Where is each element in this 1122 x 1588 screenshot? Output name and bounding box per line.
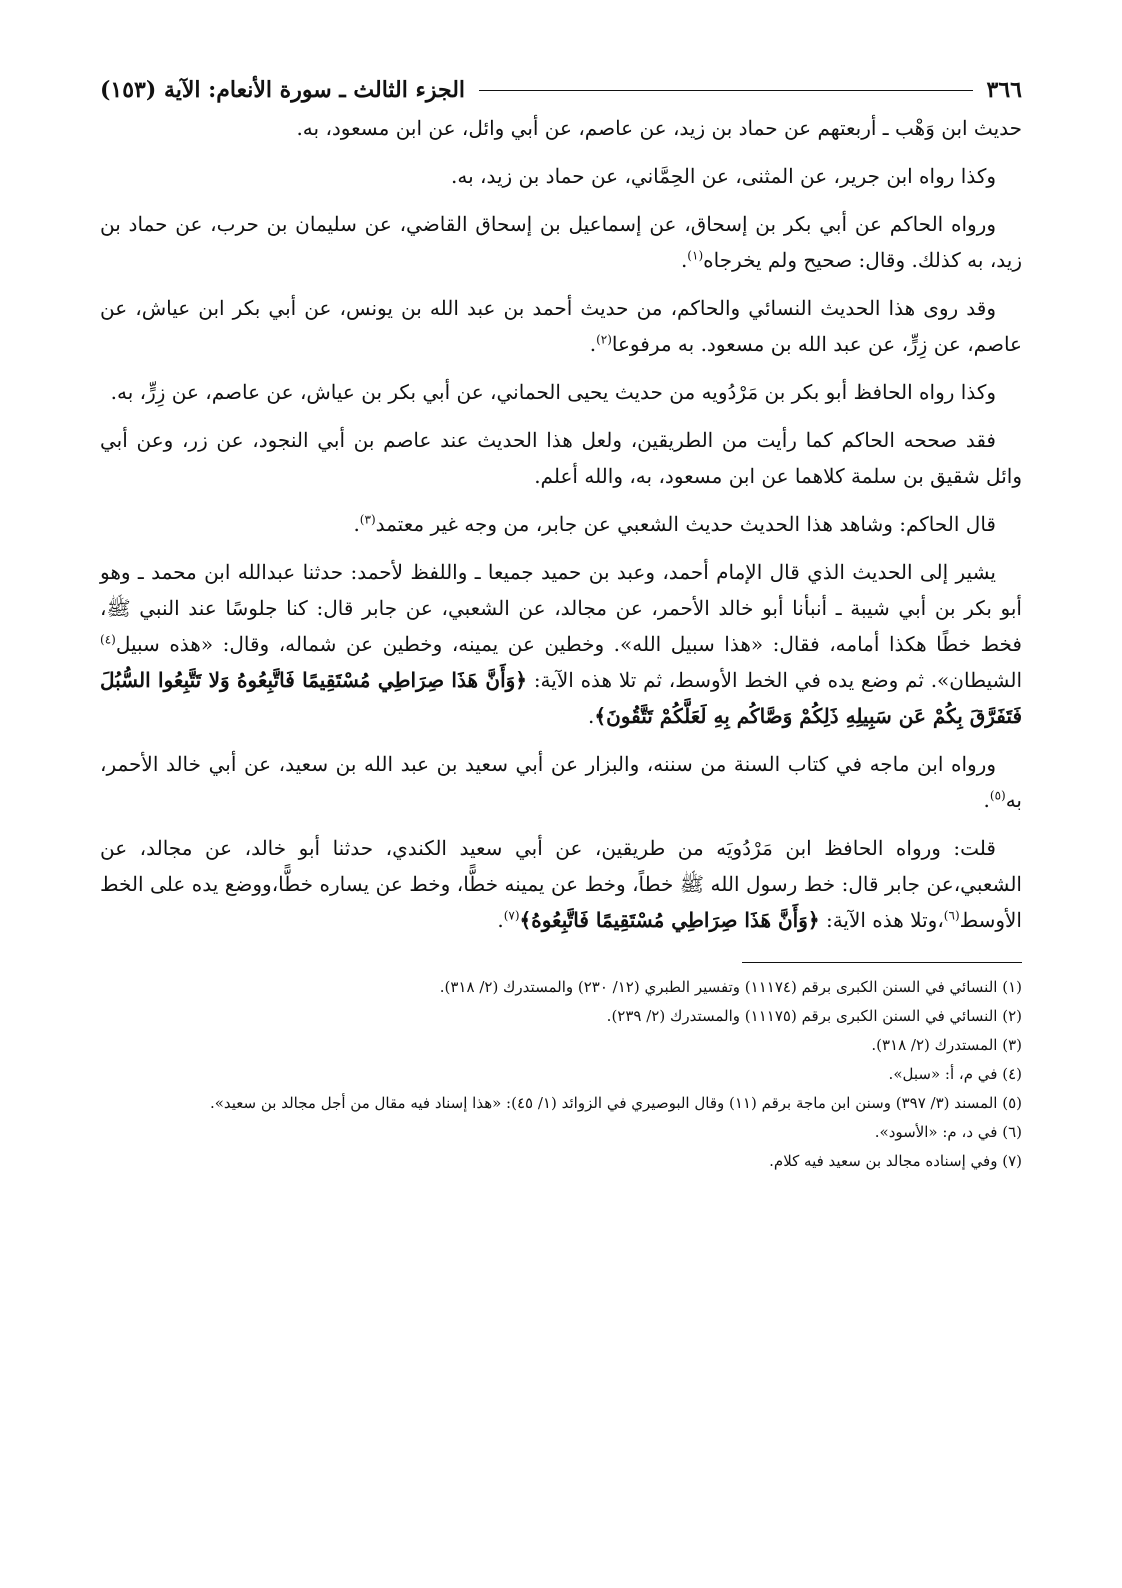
footnote-item: (٢) النسائي في السنن الكبرى برقم (١١١٧٥) والمستدرك (٢/ ٢٣٩). [606, 1007, 1022, 1025]
paragraph-text: قلت: ورواه الحافظ ابن مَرْدُويَه من طريقين، عن أبي سعيد الكندي، حدثنا أبو خالد، عن مجالد، عن الشعبي،عن جابر قال: خط رسول الله ﷺ خطاً، وخط عن يمينه خطًّا، وخط عن يساره خطًّا،ووضع يده على الخط الأوسط [100, 836, 1022, 932]
quran-verse: ﴿وَأَنَّ هَذَا صِرَاطِي مُسْتَقِيمًا فَاتَّبِعُوهُ وَلا تَتَّبِعُوا السُّبُلَ فَتَفَرَّقَ بِكُمْ عَن سَبِيلِهِ ذَلِكُمْ وَصَّاكُم بِهِ لَعَلَّكُمْ تَتَّقُونَ﴾ [100, 668, 1022, 728]
paragraph-2 [100, 158, 1022, 194]
paragraph-4: وقد روى هذا الحديث النسائي والحاكم، من حديث أحمد بن عبد الله بن يونس، عن أبي بكر ابن عياش، عن عاصم، عن زِرٍّ، عن عبد الله بن مسعود. به مرفوعا$^{(٢)}$. [100, 296, 1022, 356]
paragraph-text: وقد روى هذا الحديث النسائي والحاكم، من حديث أحمد بن عبد الله بن يونس، عن أبي بكر ابن عياش، عن عاصم، عن زِرٍّ، عن عبد الله بن مسعود. به مرفوعا [100, 296, 1022, 356]
footnote-ref-6: (٦) [943, 908, 960, 923]
footnotes [100, 973, 1022, 1176]
footnote-item: (٤) في م، أ: «سبل». [888, 1065, 1022, 1083]
footnote-ref-2: (٢) [596, 332, 612, 347]
running-header [100, 70, 1022, 110]
paragraph-text: حديث ابن وَهْب ـ أربعتهم عن حماد بن زيد، عن عاصم، عن أبي وائل، عن ابن مسعود، به. [296, 116, 1022, 140]
paragraph-1 [100, 110, 1022, 146]
paragraph-text: ورواه الحاكم عن أبي بكر بن إسحاق، عن إسماعيل بن إسحاق القاضي، عن سليمان بن حرب، عن حماد بن زيد، به كذلك. وقال: صحيح ولم يخرجاه [100, 212, 1022, 272]
footnote-item: (٧) وفي إسناده مجالد بن سعيد فيه كلام. [769, 1152, 1022, 1170]
paragraph-7: قال الحاكم: وشاهد هذا الحديث حديث الشعبي عن جابر، من وجه غير معتمد$^{(٣)}$. [353, 512, 996, 536]
paragraph-text: قال الحاكم: وشاهد هذا الحديث حديث الشعبي عن جابر، من وجه غير معتمد [375, 512, 996, 536]
paragraph-5 [100, 374, 1022, 410]
footnote-item: (١) النسائي في السنن الكبرى برقم (١١١٧٤) وتفسير الطبري (١٢/ ٢٣٠) والمستدرك (٢/ ٣١٨). [439, 978, 1022, 996]
page-number: ٣٦٦ [986, 77, 1022, 103]
paragraph-9: ورواه ابن ماجه في كتاب السنة من سننه، والبزار عن أبي سعيد بن عبد الله بن سعيد، عن أبي خالد الأحمر، به$^{(٥)}$. [100, 752, 1022, 812]
body-text [100, 110, 1022, 938]
footnote-separator [742, 962, 1022, 963]
header-rule [479, 90, 973, 91]
paragraph-text: ورواه ابن ماجه في كتاب السنة من سننه، والبزار عن أبي سعيد بن عبد الله بن سعيد، عن أبي خالد الأحمر، به [100, 752, 1022, 812]
footnote-ref-3: (٣) [359, 512, 376, 527]
footnote-ref-4: (٤) [100, 632, 116, 647]
paragraph-text: يشير إلى الحديث الذي قال الإمام أحمد، وعبد بن حميد جميعا ـ واللفظ لأحمد: حدثنا عبدالله ابن محمد ـ وهو أبو بكر بن أبي شيبة ـ أنبأنا أبو خالد الأحمر، عن مجالد، عن الشعبي، عن جابر قال: كنا جلوسًا عند النبي ﷺ، فخط خطًا هكذا أمامه، فقال: «هذا سبيل الله». وخطين عن يمينه، وخطين عن شماله، وقال: «هذه سبيل [100, 560, 1022, 656]
footnote-item: (٥) المسند (٣/ ٣٩٧) وسنن ابن ماجة برقم (١١) وقال البوصيري في الزوائد (١/ ٤٥): «هذا إسناد فيه مقال من أجل مجالد بن سعيد». [209, 1094, 1022, 1112]
header-title: الجزء الثالث ـ سورة الأنعام: الآية (١٥٣) [100, 77, 466, 103]
paragraph-text-continued: ،وتلا هذه الآية: [825, 908, 944, 932]
paragraph-text: وكذا رواه الحافظ أبو بكر بن مَرْدُويه من حديث يحيى الحماني، عن أبي بكر بن عياش، عن عاصم، عن زِرٍّ، به. [110, 380, 996, 404]
paragraph-6 [100, 422, 1022, 494]
page [100, 70, 1022, 1176]
paragraph-text-continued: الشيطان». ثم وضع يده في الخط الأوسط، ثم تلا هذه الآية: [533, 668, 1022, 692]
footnote-ref-1: (١) [687, 248, 704, 263]
paragraph-text: فقد صححه الحاكم كما رأيت من الطريقين، ولعل هذا الحديث عند عاصم بن أبي النجود، عن زر، وعن أبي وائل شقيق بن سلمة كلاهما عن ابن مسعود، به، والله أعلم. [100, 428, 1022, 488]
footnote-ref-5: (٥) [989, 788, 1006, 803]
footnote-ref-7: (٧) [503, 908, 520, 923]
paragraph-text: وكذا رواه ابن جرير، عن المثنى، عن الحِمَّاني، عن حماد بن زيد، به. [450, 164, 996, 188]
paragraph-10: قلت: ورواه الحافظ ابن مَرْدُويَه من طريقين، عن أبي سعيد الكندي، حدثنا أبو خالد، عن مجالد، عن الشعبي،عن جابر قال: خط رسول الله ﷺ خطاً، وخط عن يمينه خطًّا، وخط عن يساره خطًّا،ووضع يده على الخط الأوسط$^{(٦)}$،وتلا هذه الآية: ﴿وَأَنَّ هَذَا صِرَاطِي مُسْتَقِيمًا فَاتَّبِعُوهُ﴾$^{(٧)}$. [100, 836, 1022, 932]
footnote-item: (٦) في د، م: «الأسود». [874, 1123, 1022, 1141]
paragraph-3: ورواه الحاكم عن أبي بكر بن إسحاق، عن إسماعيل بن إسحاق القاضي، عن سليمان بن حرب، عن حماد بن زيد، به كذلك. وقال: صحيح ولم يخرجاه$^{(١)}$. [100, 212, 1022, 272]
paragraph-8: يشير إلى الحديث الذي قال الإمام أحمد، وعبد بن حميد جميعا ـ واللفظ لأحمد: حدثنا عبدالله ابن محمد ـ وهو أبو بكر بن أبي شيبة ـ أنبأنا أبو خالد الأحمر، عن مجالد، عن الشعبي، عن جابر قال: كنا جلوسًا عند النبي ﷺ، فخط خطًا هكذا أمامه، فقال: «هذا سبيل الله». وخطين عن يمينه، وخطين عن شماله، وقال: «هذه سبيل$^{(٤)}$ الشيطان». ثم وضع يده في الخط الأوسط، ثم تلا هذه الآية: ﴿وَأَنَّ هَذَا صِرَاطِي مُسْتَقِيمًا فَاتَّبِعُوهُ وَلا تَتَّبِعُوا السُّبُلَ فَتَفَرَّقَ بِكُمْ عَن سَبِيلِهِ ذَلِكُمْ وَصَّاكُم بِهِ لَعَلَّكُمْ تَتَّقُونَ﴾. [100, 560, 1022, 728]
quran-verse: ﴿وَأَنَّ هَذَا صِرَاطِي مُسْتَقِيمًا فَاتَّبِعُوهُ﴾ [519, 908, 820, 932]
footnote-item: (٣) المستدرك (٢/ ٣١٨). [871, 1036, 1022, 1054]
